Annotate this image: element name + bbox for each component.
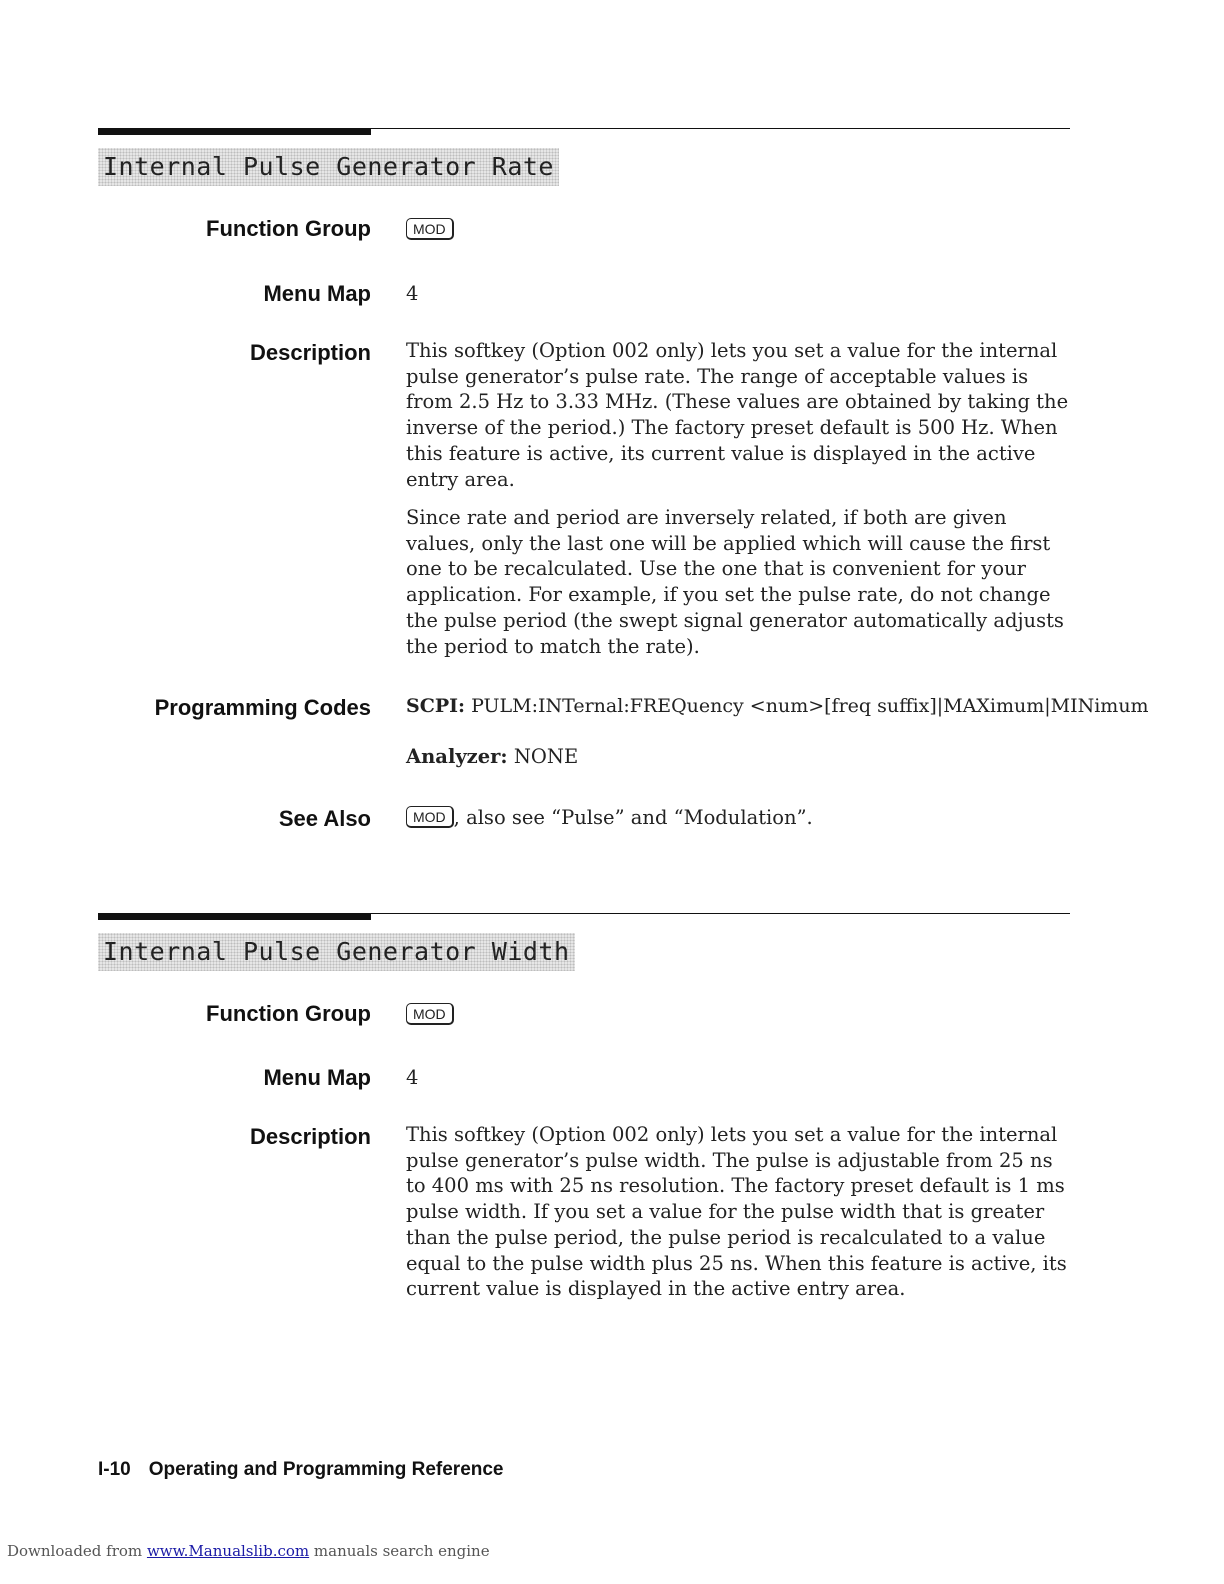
analyzer-value: NONE [513, 745, 579, 768]
section-divider [98, 913, 1070, 921]
download-suffix: manuals search engine [313, 1542, 490, 1560]
description-paragraph: Since rate and period are inversely related, if both are given values, only the last one will be applied which will cause the first one to be recalculated. Use the one that is convenient for your application. For example, if you set the pulse rate, do not change the pulse period (the swept signal generator automatically adjusts the period to match the rate). [406, 506, 1064, 658]
see-also-text: , also see “Pulse” and “Modulation”. [453, 806, 813, 829]
menu-map-label: Menu Map [263, 1065, 371, 1090]
mod-key: MOD [406, 806, 454, 828]
section-title-rate: Internal Pulse Generator Rate [98, 148, 559, 186]
download-prefix: Downloaded from [7, 1542, 143, 1560]
see-also-value [406, 806, 813, 829]
page-number: I-10 [98, 1459, 131, 1480]
description-label: Description [249, 1124, 371, 1149]
function-group-value [406, 218, 454, 241]
page-footer [98, 1459, 504, 1481]
see-also-label: See Also [278, 806, 371, 831]
function-group-label: Function Group [206, 1001, 371, 1026]
description-paragraph: This softkey (Option 002 only) lets you set a value for the internal pulse generator’s pulse width. The pulse is adjustable from 25 ns to 400 ms with 25 ns resolution. The factory preset default is 1 ms pulse width. If you set a value for the pulse width that is greater than the pulse period, the pulse period is recalculated to a value equal to the pulse width plus 25 ns. When this feature is active, its current value is displayed in the active entry area. [406, 1123, 1067, 1301]
description-paragraph: This softkey (Option 002 only) lets you set a value for the internal pulse generator’s pulse rate. The range of acceptable values is from 2.5 Hz to 3.33 MHz. (These values are obtained by taking the inverse of the period.) The factory preset default is 500 Hz. When this feature is active, its current value is displayed in the active entry area. [406, 339, 1069, 491]
scpi-command [406, 695, 1149, 717]
menu-map-label: Menu Map [263, 281, 371, 306]
scpi-value: PULM:INTernal:FREQuency <num>[freq suffix]|MAXimum|MINimum [471, 695, 1149, 717]
function-group-value [406, 1003, 454, 1026]
menu-map-value: 4 [406, 1066, 419, 1089]
footer-title: Operating and Programming Reference [148, 1459, 504, 1480]
analyzer-command [406, 745, 578, 768]
manualslib-link[interactable]: www.Manualslib.com [146, 1542, 310, 1560]
menu-map-value: 4 [406, 282, 419, 305]
function-group-label: Function Group [206, 216, 371, 241]
scpi-label: SCPI: [406, 695, 466, 717]
programming-codes-label: Programming Codes [154, 695, 371, 720]
section-title-width: Internal Pulse Generator Width [98, 933, 575, 971]
mod-key: MOD [406, 218, 454, 240]
analyzer-label: Analyzer: [406, 745, 508, 768]
mod-key: MOD [406, 1003, 454, 1025]
description-label: Description [249, 340, 371, 365]
section-divider [98, 128, 1070, 136]
download-note [7, 1542, 490, 1560]
